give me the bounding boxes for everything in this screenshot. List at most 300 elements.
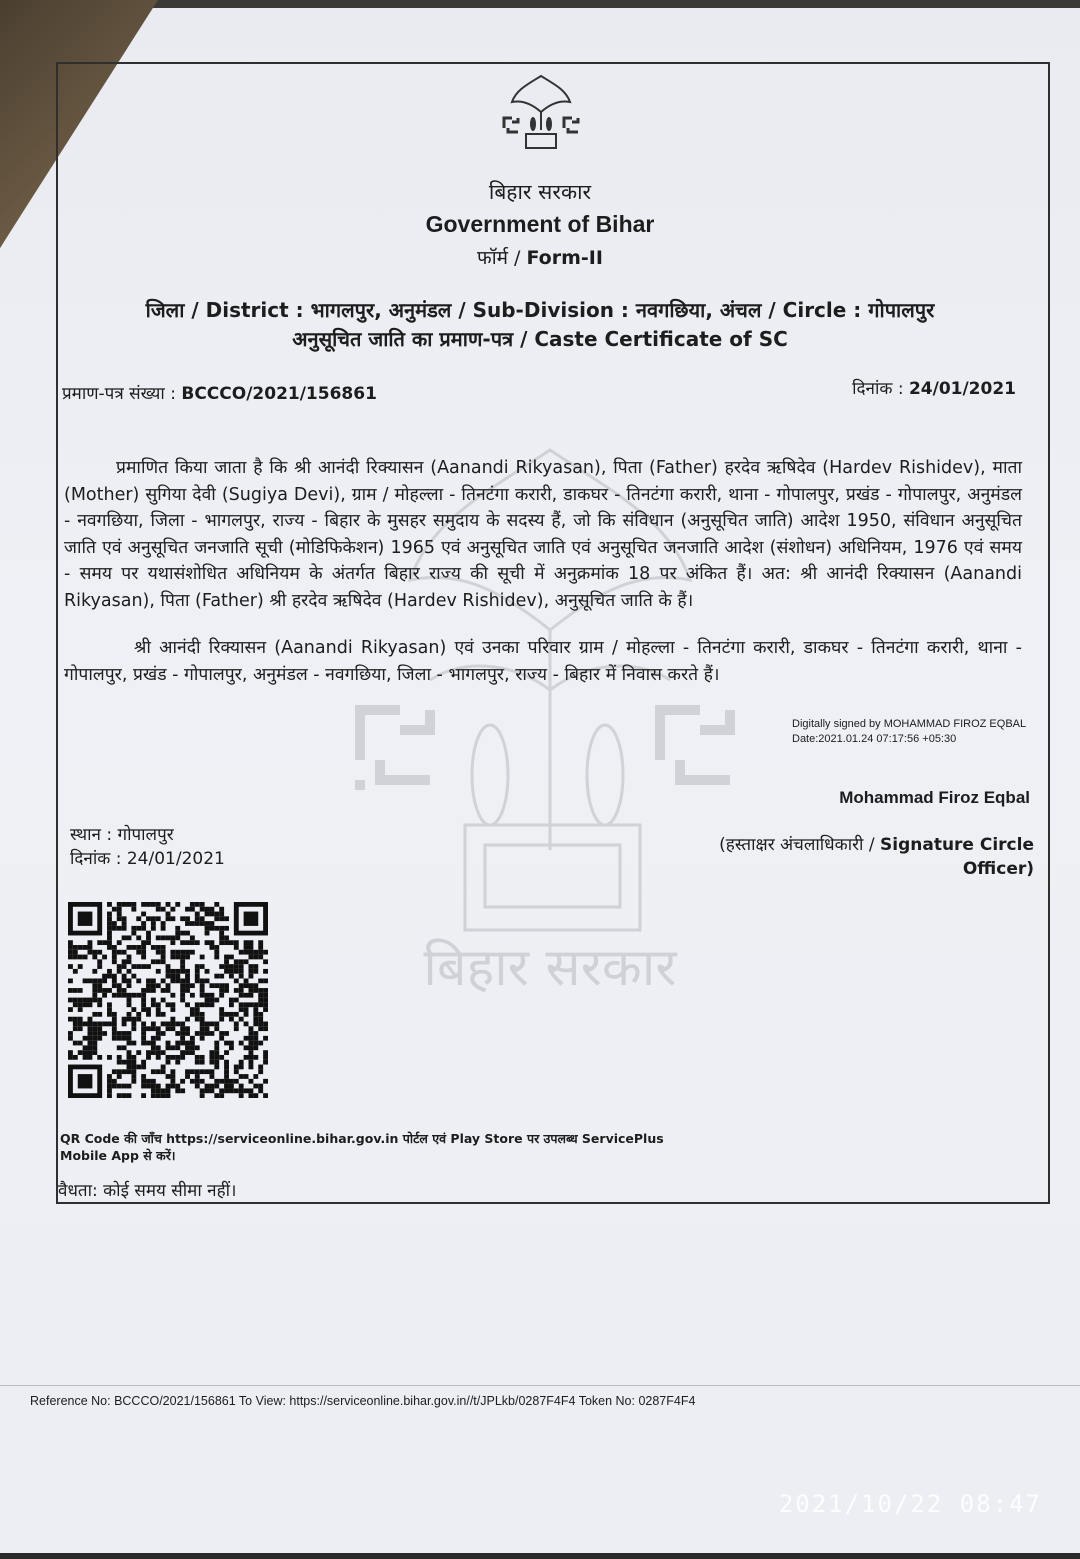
qr-module — [263, 1002, 268, 1007]
qr-module — [141, 1022, 146, 1027]
qr-module — [73, 1022, 78, 1027]
qr-module — [107, 1022, 112, 1027]
qr-module — [205, 940, 210, 945]
qr-module — [92, 988, 97, 993]
qr-module — [131, 1007, 136, 1012]
qr-module — [92, 969, 97, 974]
qr-module — [248, 988, 253, 993]
qr-module — [88, 998, 93, 1003]
qr-module — [117, 902, 122, 907]
qr-module — [131, 1022, 136, 1027]
qr-module — [107, 935, 112, 940]
qr-module — [117, 993, 122, 998]
qr-module — [161, 1022, 166, 1027]
qr-module — [239, 993, 244, 998]
qr-module — [102, 940, 107, 945]
qr-module — [248, 1055, 253, 1060]
qr-module — [107, 1088, 112, 1093]
qr-module — [131, 974, 136, 979]
qr-module — [253, 1022, 258, 1027]
qr-module — [214, 1093, 219, 1098]
qr-module — [239, 950, 244, 955]
qr-module — [190, 1069, 195, 1074]
qr-module — [229, 974, 234, 979]
qr-module — [92, 955, 97, 960]
qr-module — [117, 1069, 122, 1074]
qr-module — [136, 926, 141, 931]
qr-module — [248, 1093, 253, 1098]
qr-module — [151, 902, 156, 907]
qr-module — [185, 950, 190, 955]
qr-module — [166, 988, 171, 993]
qr-module — [112, 926, 117, 931]
qr-module — [253, 1017, 258, 1022]
qr-module — [83, 1055, 88, 1060]
qr-module — [180, 998, 185, 1003]
qr-module — [112, 978, 117, 983]
qr-module — [166, 1022, 171, 1027]
qr-module — [122, 916, 127, 921]
digital-signature-line-2: Date:2021.01.24 07:17:56 +05:30 — [792, 733, 957, 745]
qr-module — [195, 1031, 200, 1036]
qr-module — [234, 1026, 239, 1031]
qr-module — [68, 940, 73, 945]
qr-module — [175, 974, 180, 979]
qr-module — [156, 950, 161, 955]
qr-verification-note: QR Code की जाँच https://serviceonline.bihar.gov.in पोर्टल एवं Play Store पर उपलब्ध ServicePlus Mobile App से करें। — [60, 1131, 664, 1163]
qr-module — [229, 955, 234, 960]
qr-module — [161, 988, 166, 993]
qr-module — [224, 988, 229, 993]
qr-module — [127, 1069, 132, 1074]
qr-module — [136, 1012, 141, 1017]
qr-module — [234, 964, 239, 969]
qr-module — [190, 935, 195, 940]
qr-module — [131, 1074, 136, 1079]
qr-module — [151, 1002, 156, 1007]
qr-module — [180, 988, 185, 993]
bihar-emblem-logo — [500, 72, 582, 154]
qr-module — [92, 1041, 97, 1046]
location-line: जिला / District : भागलपुर, अनुमंडल / Sub-Division : नवगछिया, अंचल / Circle : गोपालपुर — [145, 298, 935, 322]
qr-module — [102, 955, 107, 960]
qr-module — [229, 1088, 234, 1093]
qr-module — [141, 1074, 146, 1079]
qr-module — [190, 950, 195, 955]
qr-module — [146, 1012, 151, 1017]
qr-module — [214, 1065, 219, 1070]
qr-module — [97, 1002, 102, 1007]
qr-module — [88, 1055, 93, 1060]
qr-module — [263, 959, 268, 964]
qr-module — [83, 1002, 88, 1007]
qr-module — [234, 1065, 239, 1070]
qr-module — [205, 1002, 210, 1007]
place-line: स्थान : गोपालपुर — [70, 825, 174, 845]
qr-module — [88, 1022, 93, 1027]
qr-module — [224, 964, 229, 969]
qr-module — [190, 983, 195, 988]
qr-module — [224, 1084, 229, 1089]
qr-module — [248, 940, 253, 945]
qr-module — [131, 1055, 136, 1060]
qr-module — [131, 1069, 136, 1074]
qr-module — [122, 1022, 127, 1027]
qr-module — [151, 921, 156, 926]
qr-module — [175, 1055, 180, 1060]
qr-module — [68, 1036, 73, 1041]
qr-module — [219, 1012, 224, 1017]
qr-module — [253, 988, 258, 993]
qr-module — [234, 1088, 239, 1093]
qr-module — [185, 1050, 190, 1055]
qr-module — [229, 1012, 234, 1017]
qr-module — [219, 926, 224, 931]
qr-module — [180, 1031, 185, 1036]
qr-module — [92, 1012, 97, 1017]
qr-module — [200, 988, 205, 993]
qr-module — [112, 1031, 117, 1036]
qr-module — [244, 950, 249, 955]
qr-module — [92, 1022, 97, 1027]
qr-module — [97, 998, 102, 1003]
qr-module — [146, 1050, 151, 1055]
qr-module — [209, 993, 214, 998]
qr-module — [131, 1065, 136, 1070]
qr-module — [234, 959, 239, 964]
qr-module — [122, 1036, 127, 1041]
qr-module — [185, 921, 190, 926]
qr-module — [166, 935, 171, 940]
certificate-body-paragraph-1: प्रमाणित किया जाता है कि श्री आनंदी रिक्यासन (Aanandi Rikyasan), पिता (Father) हरदेव ऋषिदेव (Hardev Rishidev), माता (Mother) सुगिया देवी (Sugiya Devi), ग्राम / मोहल्ला - तिनटंगा करारी, डाकघर - तिनटंगा करारी, थाना - गोपालपुर, प्रखंड - गोपालपुर, अनुमंडल - नवगछिया, जिला - भागलपुर, राज्य - बिहार के मुसहर समुदाय के सदस्य हैं, जो कि संविधान (अनुसूचित जाति) आदेश 1950, संविधान अनुसूचित जाति एवं अनुसूचित जनजाति सूची (मोडिफिकेशन) 1965 एवं अनुसूचित जाति एवं अनुसूचित जनजाति आदेश (संशोधन) अधिनियम, 1976 एवं समय - समय पर यथासंशोधित अधिनियम के अंतर्गत बिहार राज्य की सूची में अनुक्रमांक 18 पर अंकित हैं। अत: श्री आनंदी रिक्यासन (Aanandi Rikyasan), पिता (Father) श्री हरदेव ऋषिदेव (Hardev Rishidev), अनुसूचित जाति के हैं। — [64, 458, 1022, 611]
qr-module — [263, 1050, 268, 1055]
qr-module — [253, 969, 258, 974]
qr-module — [185, 955, 190, 960]
qr-module — [185, 969, 190, 974]
qr-module — [214, 1084, 219, 1089]
qr-module — [92, 993, 97, 998]
qr-module — [214, 1041, 219, 1046]
qr-module — [102, 1031, 107, 1036]
qr-module — [205, 978, 210, 983]
qr-module — [190, 907, 195, 912]
qr-module — [112, 1012, 117, 1017]
qr-module — [161, 959, 166, 964]
qr-module — [97, 1022, 102, 1027]
qr-module — [73, 1017, 78, 1022]
qr-module — [239, 1084, 244, 1089]
qr-module — [190, 921, 195, 926]
qr-module — [97, 1012, 102, 1017]
qr-finder-pattern — [78, 1074, 93, 1088]
qr-module — [117, 940, 122, 945]
qr-module — [244, 1055, 249, 1060]
qr-module — [166, 1026, 171, 1031]
qr-module — [112, 974, 117, 979]
qr-module — [263, 988, 268, 993]
qr-module — [146, 978, 151, 983]
qr-module — [102, 974, 107, 979]
qr-module — [151, 1036, 156, 1041]
qr-module — [224, 1079, 229, 1084]
qr-module — [127, 1084, 132, 1089]
qr-module — [127, 1002, 132, 1007]
certificate-number-label: प्रमाण-पत्र संख्या : — [62, 384, 182, 404]
qr-module — [131, 945, 136, 950]
qr-module — [136, 1065, 141, 1070]
qr-module — [141, 998, 146, 1003]
issue-date-value: 24/01/2021 — [908, 379, 1016, 399]
qr-module — [180, 955, 185, 960]
qr-module — [161, 921, 166, 926]
qr-module — [258, 978, 263, 983]
qr-module — [78, 998, 83, 1003]
qr-module — [239, 1060, 244, 1065]
qr-module — [146, 1007, 151, 1012]
qr-module — [195, 940, 200, 945]
qr-module — [146, 1084, 151, 1089]
qr-module — [156, 1069, 161, 1074]
qr-module — [73, 988, 78, 993]
qr-module — [166, 1074, 171, 1079]
qr-module — [141, 1031, 146, 1036]
qr-module — [180, 1050, 185, 1055]
qr-module — [68, 998, 73, 1003]
qr-module — [258, 1065, 263, 1070]
qr-module — [253, 1093, 258, 1098]
qr-module — [161, 950, 166, 955]
qr-module — [244, 1012, 249, 1017]
qr-module — [170, 1026, 175, 1031]
qr-module — [112, 907, 117, 912]
qr-module — [151, 926, 156, 931]
qr-module — [170, 974, 175, 979]
qr-module — [180, 1088, 185, 1093]
qr-module — [166, 964, 171, 969]
qr-module — [214, 1045, 219, 1050]
qr-module — [229, 1084, 234, 1089]
qr-module — [88, 1031, 93, 1036]
qr-module — [224, 1050, 229, 1055]
qr-module — [175, 1088, 180, 1093]
qr-module — [180, 950, 185, 955]
qr-module — [219, 916, 224, 921]
qr-module — [248, 1045, 253, 1050]
qr-module — [258, 1084, 263, 1089]
qr-module — [83, 1036, 88, 1041]
qr-module — [253, 950, 258, 955]
qr-module — [136, 945, 141, 950]
qr-module — [68, 955, 73, 960]
qr-module — [175, 902, 180, 907]
qr-module — [258, 945, 263, 950]
qr-module — [97, 950, 102, 955]
qr-module — [131, 964, 136, 969]
qr-module — [224, 983, 229, 988]
qr-module — [112, 1026, 117, 1031]
qr-module — [229, 1041, 234, 1046]
qr-module — [141, 964, 146, 969]
qr-module — [127, 935, 132, 940]
qr-module — [127, 998, 132, 1003]
qr-module — [214, 945, 219, 950]
qr-module — [219, 912, 224, 917]
qr-module — [73, 955, 78, 960]
qr-module — [170, 969, 175, 974]
qr-module — [234, 1022, 239, 1027]
qr-module — [190, 1050, 195, 1055]
qr-module — [122, 1069, 127, 1074]
qr-module — [248, 1079, 253, 1084]
qr-module — [156, 1026, 161, 1031]
qr-module — [200, 907, 205, 912]
qr-module — [185, 1074, 190, 1079]
qr-module — [127, 1036, 132, 1041]
qr-module — [107, 1074, 112, 1079]
qr-module — [122, 1031, 127, 1036]
qr-module — [224, 916, 229, 921]
qr-module — [127, 1050, 132, 1055]
qr-module — [224, 1088, 229, 1093]
qr-module — [248, 1036, 253, 1041]
qr-module — [102, 993, 107, 998]
qr-module — [190, 902, 195, 907]
qr-module — [224, 1069, 229, 1074]
qr-module — [112, 955, 117, 960]
qr-module — [156, 935, 161, 940]
qr-module — [185, 983, 190, 988]
qr-module — [141, 912, 146, 917]
qr-module — [195, 1084, 200, 1089]
qr-module — [170, 955, 175, 960]
qr-module — [156, 1012, 161, 1017]
signatory-name: Mohammad Firoz Eqbal — [839, 788, 1030, 807]
qr-module — [195, 964, 200, 969]
qr-module — [229, 1002, 234, 1007]
qr-module — [122, 950, 127, 955]
qr-module — [166, 1093, 171, 1098]
qr-module — [122, 974, 127, 979]
qr-module — [205, 998, 210, 1003]
qr-module — [92, 983, 97, 988]
qr-module — [244, 1088, 249, 1093]
qr-module — [175, 1045, 180, 1050]
qr-module — [239, 959, 244, 964]
qr-code[interactable] — [68, 902, 268, 1098]
qr-module — [200, 916, 205, 921]
qr-module — [209, 1088, 214, 1093]
qr-module — [200, 1026, 205, 1031]
qr-module — [151, 998, 156, 1003]
qr-module — [248, 945, 253, 950]
qr-module — [185, 1045, 190, 1050]
qr-module — [112, 1084, 117, 1089]
qr-module — [200, 1036, 205, 1041]
qr-module — [122, 1045, 127, 1050]
qr-module — [224, 1065, 229, 1070]
qr-module — [127, 1060, 132, 1065]
qr-module — [190, 1036, 195, 1041]
qr-module — [214, 998, 219, 1003]
qr-module — [68, 1007, 73, 1012]
qr-module — [107, 1093, 112, 1098]
qr-module — [102, 988, 107, 993]
qr-module — [219, 1017, 224, 1022]
qr-module — [102, 978, 107, 983]
qr-module — [195, 1012, 200, 1017]
qr-module — [83, 945, 88, 950]
qr-module — [219, 993, 224, 998]
qr-module — [175, 935, 180, 940]
qr-module — [73, 1041, 78, 1046]
qr-module — [190, 940, 195, 945]
qr-module — [258, 950, 263, 955]
qr-module — [141, 1002, 146, 1007]
qr-module — [141, 945, 146, 950]
qr-module — [200, 978, 205, 983]
qr-module — [200, 1031, 205, 1036]
qr-module — [161, 1050, 166, 1055]
qr-module — [131, 907, 136, 912]
qr-module — [146, 940, 151, 945]
qr-module — [200, 964, 205, 969]
qr-module — [219, 988, 224, 993]
qr-module — [263, 993, 268, 998]
digital-signature-block — [792, 717, 1026, 747]
qr-module — [209, 945, 214, 950]
qr-module — [229, 1017, 234, 1022]
qr-module — [88, 978, 93, 983]
qr-module — [107, 926, 112, 931]
qr-module — [253, 1074, 258, 1079]
qr-module — [117, 1045, 122, 1050]
qr-module — [170, 993, 175, 998]
qr-module — [117, 983, 122, 988]
qr-module — [73, 998, 78, 1003]
qr-module — [248, 1065, 253, 1070]
qr-module — [263, 1093, 268, 1098]
qr-module — [146, 983, 151, 988]
qr-module — [234, 945, 239, 950]
qr-module — [248, 950, 253, 955]
qr-module — [229, 969, 234, 974]
qr-module — [88, 1045, 93, 1050]
qr-module — [209, 1050, 214, 1055]
qr-module — [166, 1045, 171, 1050]
qr-module — [166, 969, 171, 974]
qr-module — [156, 959, 161, 964]
form-label — [0, 244, 1080, 270]
qr-module — [170, 940, 175, 945]
qr-module — [97, 988, 102, 993]
qr-module — [224, 1060, 229, 1065]
qr-module — [122, 964, 127, 969]
camera-timestamp: 2021/10/22 08:47 — [778, 1490, 1042, 1518]
qr-module — [209, 940, 214, 945]
qr-module — [78, 1002, 83, 1007]
qr-module — [258, 988, 263, 993]
place-date-line: दिनांक : 24/01/2021 — [70, 849, 225, 869]
qr-module — [200, 955, 205, 960]
qr-module — [209, 983, 214, 988]
qr-module — [219, 931, 224, 936]
qr-module — [141, 993, 146, 998]
qr-module — [68, 988, 73, 993]
qr-module — [239, 988, 244, 993]
qr-module — [190, 1079, 195, 1084]
qr-module — [83, 998, 88, 1003]
qr-module — [219, 1079, 224, 1084]
